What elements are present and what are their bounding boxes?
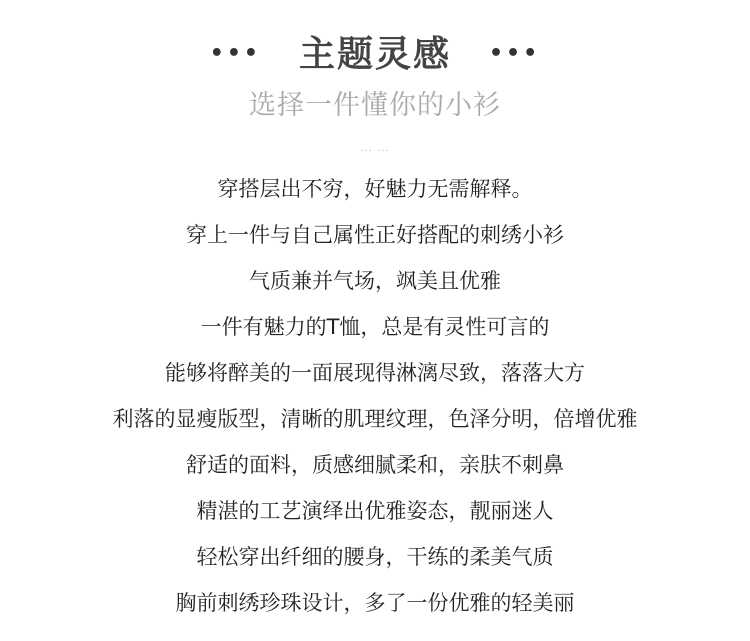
description-line: 穿上一件与自己属性正好搭配的刺绣小衫 <box>186 223 564 247</box>
left-dots-ornament: ••• <box>209 41 261 66</box>
description-line: 精湛的工艺演绎出优雅姿态，靓丽迷人 <box>196 499 554 523</box>
description-line: 一件有魅力的T恤，总是有灵性可言的 <box>200 315 550 339</box>
description-line: 气质兼并气场，飒美且优雅 <box>249 269 501 293</box>
description-line: 胸前刺绣珍珠设计，多了一份优雅的轻美丽 <box>175 591 575 615</box>
description-line: 穿搭层出不穷，好魅力无需解释。 <box>217 177 533 201</box>
description-line: 能够将醉美的一面展现得淋漓尽致，落落大方 <box>165 361 585 385</box>
description-line: 轻松穿出纤细的腰身，干练的柔美气质 <box>196 545 554 569</box>
page-title: 主题灵感 <box>298 33 451 75</box>
section-header <box>0 26 750 82</box>
description-line: 利落的显瘦版型，清晰的肌理纹理，色泽分明，倍增优雅 <box>112 407 638 431</box>
description-lines <box>0 170 750 630</box>
right-dots-ornament: ••• <box>489 41 541 66</box>
separator-dots: ... ... <box>360 143 390 154</box>
description-line: 舒适的面料，质感细腻柔和，亲肤不刺鼻 <box>186 453 564 477</box>
page-subtitle: 选择一件懂你的小衫 <box>249 90 501 121</box>
